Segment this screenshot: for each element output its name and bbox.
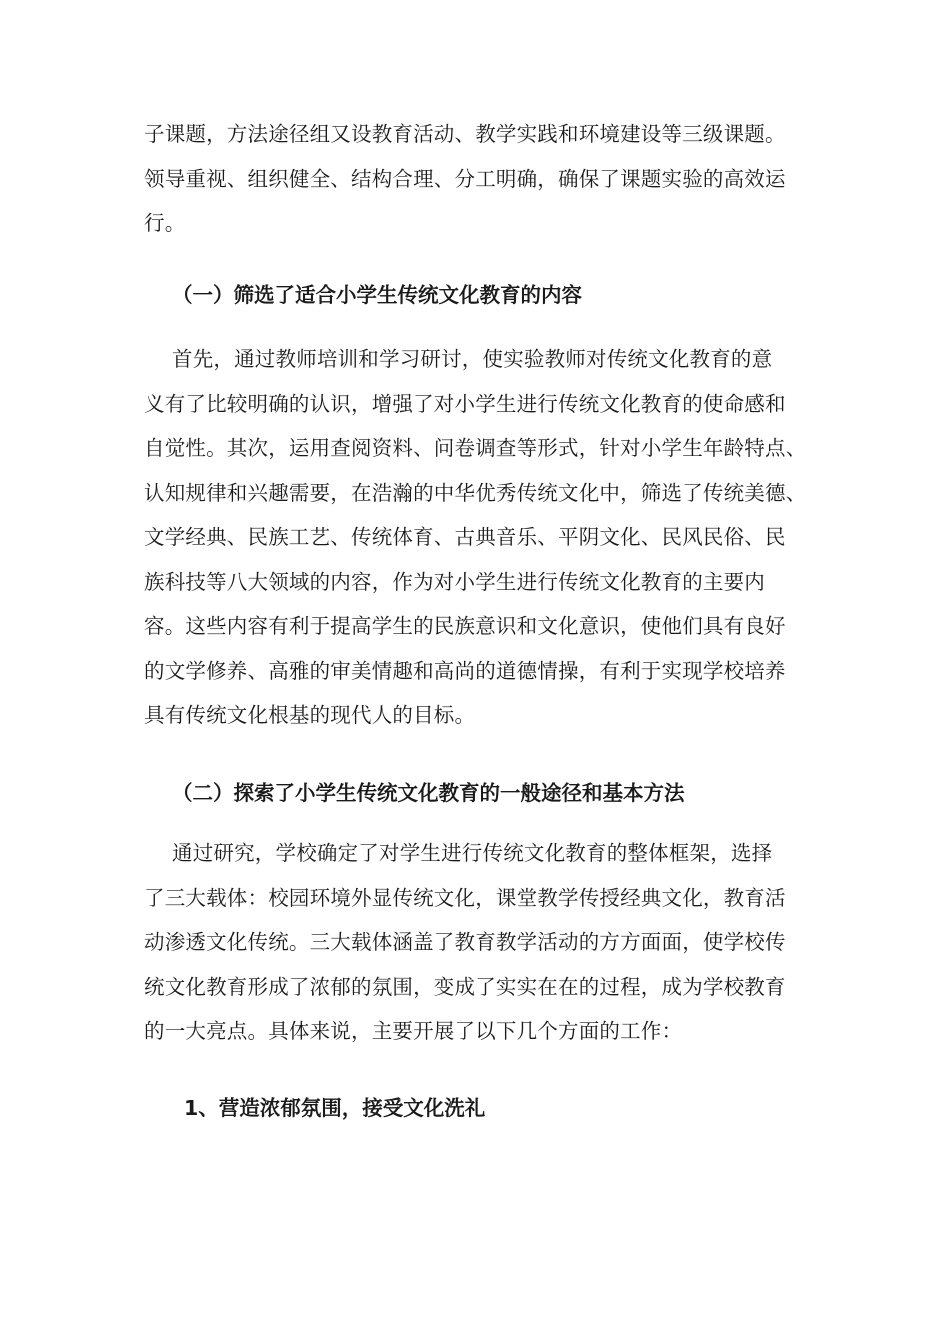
text-line: 的文学修养、高雅的审美情趣和高尚的道德情操，有利于实现学校培养 (144, 658, 786, 683)
section-heading: （一）筛选了适合小学生传统文化教育的内容 (172, 282, 582, 307)
document-body (144, 112, 808, 1130)
section-heading: （二）探索了小学生传统文化教育的一般途径和基本方法 (172, 780, 685, 805)
text-line: 文学经典、民族工艺、传统体育、古典音乐、平阴文化、民风民俗、民 (144, 525, 786, 549)
text-line: 具有传统文化根基的现代人的目标。 (144, 703, 476, 727)
text-line: 族科技等八大领域的内容，作为对小学生进行传统文化教育的主要内 (144, 569, 765, 594)
text-line: 统文化教育形成了浓郁的氛围，变成了实实在在的过程，成为学校教育 (144, 974, 786, 999)
intro-paragraph (144, 112, 808, 246)
text-line: 了三大载体：校园环境外显传统文化，课堂教学传授经典文化，教育活 (144, 885, 786, 910)
text-line: 自觉性。其次，运用查阅资料、问卷调查等形式，针对小学生年龄特点、 (144, 436, 807, 460)
section1-paragraph (144, 337, 808, 738)
text-line: 通过研究，学校确定了对学生进行传统文化教育的整体框架，选择 (172, 841, 773, 865)
text-line: 的一大亮点。具体来说，主要开展了以下几个方面的工作： (144, 1019, 683, 1043)
text-line: 动渗透文化传统。三大载体涵盖了教育教学活动的方方面面，使学校传 (144, 930, 786, 954)
text-line: 认知规律和兴趣需要，在浩瀚的中华优秀传统文化中，筛选了传统美德、 (144, 480, 807, 505)
text-line: 领导重视、组织健全、结构合理、分工明确，确保了课题实验的高效运 (144, 166, 786, 191)
text-line: 行。 (144, 211, 186, 235)
text-line: 容。这些内容有利于提高学生的民族意识和文化意识，使他们具有良好 (144, 614, 786, 638)
text-line: 子课题，方法途径组又设教育活动、教学实践和环境建设等三级课题。 (144, 122, 786, 146)
subsection-heading: 1、营造浓郁氛围，接受文化洗礼 (184, 1095, 486, 1120)
text-line: 首先，通过教师培训和学习研讨，使实验教师对传统文化教育的意 (172, 347, 773, 371)
text-line: 义有了比较明确的认识，增强了对小学生进行传统文化教育的使命感和 (144, 391, 786, 416)
section2-paragraph (144, 831, 808, 1054)
